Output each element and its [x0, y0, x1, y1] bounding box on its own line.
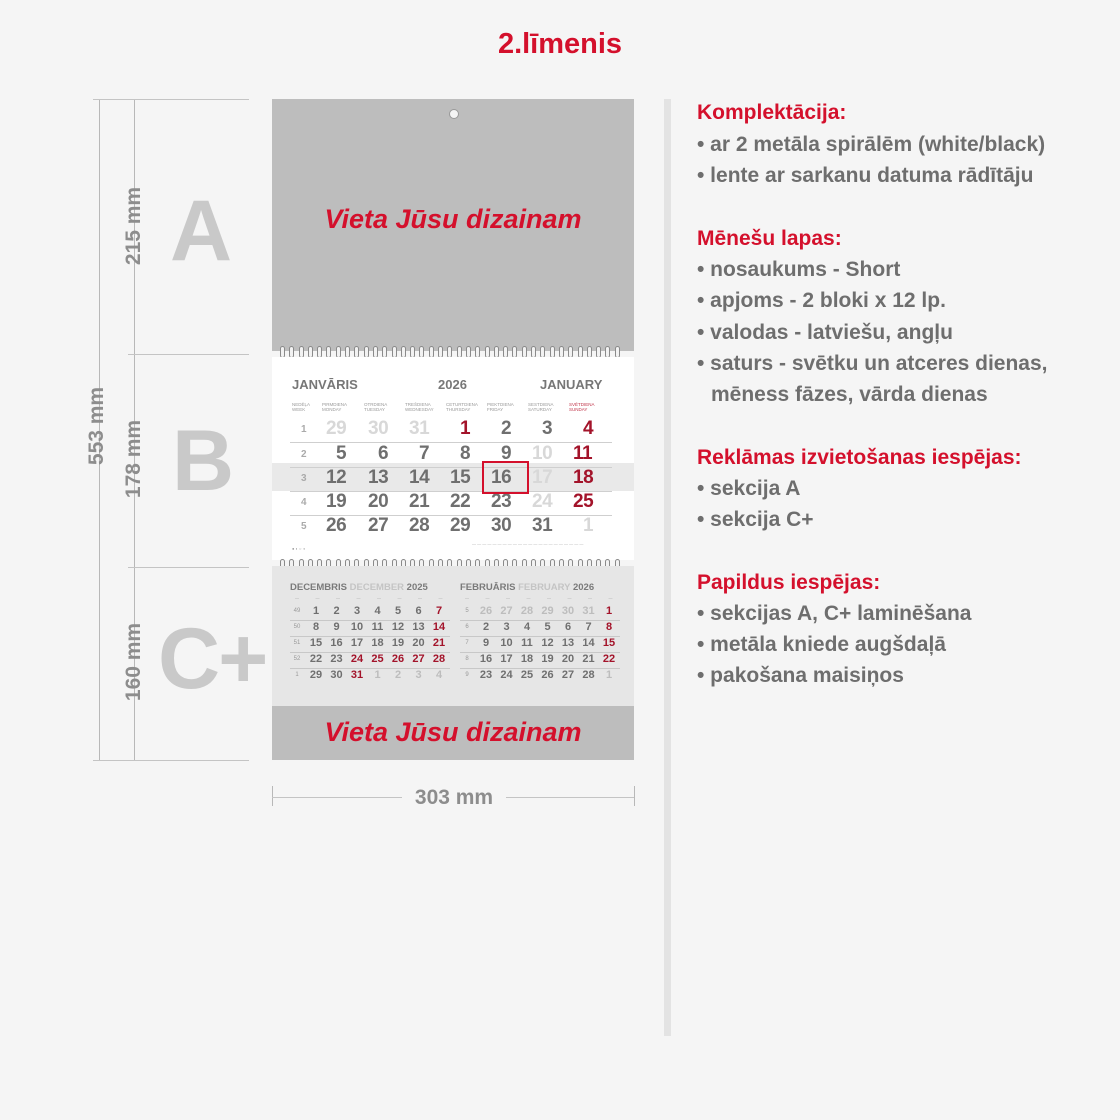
- small-calendar-day: 24: [350, 653, 364, 665]
- small-calendar-day: 30: [561, 605, 575, 617]
- day-header-en: WEEK: [292, 407, 306, 412]
- column-divider: [664, 99, 671, 1036]
- calendar-day: 23: [491, 491, 512, 512]
- small-calendar-day: 4: [435, 669, 443, 681]
- calendar-day: 14: [409, 467, 430, 488]
- small-week-number: 1: [295, 672, 299, 678]
- small-calendar-day: 12: [391, 621, 405, 633]
- design-placeholder-bottom: Vieta Jūsu dizainam: [324, 717, 582, 747]
- design-placeholder-top: Vieta Jūsu dizainam: [324, 204, 582, 234]
- calendar-day: 16: [491, 467, 512, 488]
- small-calendar-day: 20: [561, 653, 575, 665]
- small-calendar-day: 27: [500, 605, 513, 617]
- small-calendar-day: 13: [561, 637, 575, 649]
- week-number: 1: [301, 424, 307, 435]
- small-calendar-day: 4: [374, 605, 381, 617]
- section-c-label: C+: [158, 611, 267, 707]
- day-header-en: WEDNESDAY: [405, 407, 434, 412]
- small-calendar-day: 6: [564, 621, 572, 633]
- day-header: [405, 402, 445, 412]
- calendar-day: 5: [336, 443, 347, 464]
- small-day-header: —: [356, 595, 361, 600]
- day-header: [446, 402, 486, 412]
- small-month-2-header: [460, 582, 594, 593]
- day-header-lv: SESTDIENA: [528, 402, 554, 407]
- calendar-day: 26: [326, 515, 347, 536]
- small-calendar-day: 23: [330, 653, 343, 665]
- small-calendar-day: 21: [432, 637, 446, 649]
- small-month-1-year: 2025: [406, 582, 428, 593]
- menesu-lapas-item: • nosaukums - Short: [697, 258, 901, 281]
- calendar-day: 29: [326, 418, 347, 439]
- small-calendar-day: 11: [521, 637, 533, 649]
- day-header-en: THURSDAY: [446, 407, 471, 412]
- hanging-hole: [449, 109, 459, 119]
- day-header-lv: NEDĒĻA: [292, 402, 311, 407]
- year-label: 2026: [438, 377, 467, 392]
- dimension-width: 303 mm: [414, 786, 494, 809]
- small-calendar-day: 6: [415, 605, 422, 617]
- small-calendar-day: 10: [350, 621, 364, 633]
- small-calendar-day: 29: [541, 605, 554, 617]
- small-month-1-header: [290, 582, 428, 593]
- calendar-day: 19: [326, 491, 347, 512]
- small-week-number: 49: [293, 608, 301, 614]
- small-calendar-day: 27: [412, 653, 425, 665]
- day-header: [364, 402, 404, 412]
- calendar-day: 8: [460, 443, 471, 464]
- month-name-lv: JANVĀRIS: [292, 377, 358, 392]
- week-number: 2: [301, 449, 307, 460]
- holiday-notes: — — — — — — — — — — — — — — — — — — — — — —: [472, 541, 584, 546]
- day-header: [528, 402, 568, 412]
- day-header-lv: CETURTDIENA: [446, 402, 478, 407]
- small-calendar-day: 1: [374, 669, 381, 681]
- calendar-day: 2: [501, 418, 512, 439]
- small-month-1-en: DECEMBER: [349, 582, 405, 593]
- calendar-day: 27: [368, 515, 389, 536]
- calendar-day: 28: [409, 515, 430, 536]
- small-calendar-day: 16: [479, 653, 493, 665]
- small-calendar-day: 2: [333, 605, 340, 617]
- week-number: 5: [301, 521, 307, 532]
- dimension-c: 160 mm: [122, 622, 145, 702]
- small-calendar-day: 1: [605, 669, 613, 681]
- small-calendar-day: 17: [350, 637, 364, 649]
- day-header: [569, 402, 609, 412]
- calendar-day: 12: [326, 467, 347, 488]
- reklamas-item: • sekcija A: [697, 477, 801, 500]
- day-header-lv: PIEKTDIENA: [487, 402, 514, 407]
- menesu-lapas-item: • saturs - svētku un atceres dienas,: [697, 352, 1048, 375]
- small-calendar-day: 7: [585, 621, 592, 633]
- small-day-header: —: [377, 595, 381, 600]
- small-calendar-day: 17: [500, 653, 513, 665]
- small-calendar-day: 25: [371, 653, 384, 665]
- red-date-indicator[interactable]: [482, 461, 529, 494]
- small-calendar-day: 31: [350, 669, 364, 681]
- small-day-header: —: [588, 595, 592, 600]
- month-name-en: JANUARY: [540, 377, 603, 392]
- day-header-en: TUESDAY: [364, 407, 385, 412]
- reklamas-title: Reklāmas izvietošanas iespējas:: [697, 446, 1022, 469]
- small-week-number: 52: [293, 656, 301, 662]
- calendar-day: 3: [542, 418, 553, 439]
- small-calendar-day: 9: [482, 637, 490, 649]
- small-calendar-day: 9: [333, 621, 340, 633]
- menesu-lapas-item: • valodas - latviešu, angļu: [697, 321, 953, 344]
- small-calendar-day: 19: [391, 637, 405, 649]
- day-header-en: FRIDAY: [487, 407, 504, 412]
- small-calendar-day: 4: [523, 621, 531, 633]
- small-day-header: —: [526, 595, 531, 600]
- calendar-day: 25: [573, 491, 594, 512]
- day-header-en: SUNDAY: [569, 407, 588, 412]
- dimension-b: 178 mm: [122, 419, 145, 499]
- papildus-title: Papildus iespējas:: [697, 571, 881, 594]
- papildus-item: • pakošana maisiņos: [697, 664, 904, 687]
- calendar-day: 24: [532, 491, 553, 512]
- small-week-number: 50: [293, 624, 301, 630]
- small-day-header: —: [608, 595, 613, 600]
- calendar-day: 31: [409, 418, 430, 439]
- calendar-day: 29: [450, 515, 471, 536]
- small-calendar-day: 16: [330, 637, 343, 649]
- day-header: [322, 402, 362, 412]
- day-header: [487, 402, 527, 412]
- week-number: 3: [301, 473, 307, 484]
- small-week-number: 7: [465, 640, 469, 646]
- small-calendar-day: 12: [541, 637, 554, 649]
- calendar-day: 31: [532, 515, 553, 536]
- small-week-number: 8: [465, 656, 469, 662]
- small-calendar-day: 15: [602, 637, 616, 649]
- small-calendar-day: 26: [391, 653, 405, 665]
- menesu-lapas-item: • apjoms - 2 bloki x 12 lp.: [697, 289, 946, 312]
- papildus-item: • sekcijas A, C+ laminēšana: [697, 602, 972, 625]
- calendar-day: 6: [378, 443, 389, 464]
- menesu-lapas-title: Mēnešu lapas:: [697, 227, 842, 250]
- small-calendar-day: 19: [541, 653, 554, 665]
- small-calendar-day: 18: [520, 653, 534, 665]
- small-calendar-day: 8: [605, 621, 613, 633]
- dimension-a: 215 mm: [122, 186, 145, 266]
- small-calendar-day: 5: [394, 605, 402, 617]
- small-calendar-day: 11: [371, 621, 384, 633]
- calendar-day: 15: [450, 467, 471, 488]
- small-calendar-day: 14: [582, 637, 595, 649]
- calendar-day: 18: [573, 467, 594, 488]
- day-header-lv: OTRDIENA: [364, 402, 388, 407]
- calendar-day: 20: [368, 491, 389, 512]
- day-header-en: MONDAY: [322, 407, 342, 412]
- week-number: 4: [301, 497, 307, 508]
- small-calendar-day: 2: [394, 669, 402, 681]
- calendar-day: 30: [491, 515, 512, 536]
- small-week-number: 51: [293, 640, 301, 646]
- small-calendar-day: 24: [500, 669, 513, 681]
- calendar-day: 7: [419, 443, 430, 464]
- reklamas-item: • sekcija C+: [697, 508, 814, 531]
- small-day-header: —: [315, 595, 320, 600]
- day-header-lv: TREŠDIENA: [405, 402, 431, 407]
- small-calendar-day: 25: [520, 669, 534, 681]
- small-calendar-day: 28: [432, 653, 446, 665]
- section-a-label: A: [170, 183, 231, 279]
- small-calendar-day: 18: [371, 637, 384, 649]
- small-calendar-day: 28: [582, 669, 595, 681]
- small-calendar-day: 10: [500, 637, 513, 649]
- day-header-lv: SVĒTDIENA: [569, 402, 595, 407]
- small-month-2-lv: FEBRUĀRIS: [460, 582, 516, 593]
- small-calendar-day: 22: [309, 653, 323, 665]
- small-week-number: 6: [465, 624, 469, 630]
- small-calendar-day: 26: [541, 669, 554, 681]
- small-day-header: —: [465, 595, 469, 600]
- small-calendar-day: 29: [309, 669, 323, 681]
- small-calendar-day: 3: [353, 605, 361, 617]
- small-day-header: —: [295, 595, 299, 600]
- small-calendar-day: 15: [309, 637, 323, 649]
- small-month-1-lv: DECEMBRIS: [290, 582, 348, 593]
- menesu-lapas-item: mēness fāzes, vārda dienas: [711, 383, 988, 406]
- dimension-total: 553 mm: [85, 386, 108, 466]
- small-calendar-day: 3: [503, 621, 510, 633]
- moon-phases-legend: ● ◐ ○ ◑: [292, 546, 305, 551]
- small-day-header: —: [567, 595, 572, 600]
- small-day-header: —: [418, 595, 422, 600]
- calendar-day: 21: [409, 491, 430, 512]
- small-calendar-day: 23: [479, 669, 493, 681]
- small-month-2-en: FEBRUARY: [518, 582, 571, 593]
- small-week-number: 9: [465, 672, 469, 678]
- day-header-lv: PIRMDIENA: [322, 402, 348, 407]
- small-calendar-day: 26: [479, 605, 493, 617]
- small-calendar-day: 2: [482, 621, 490, 633]
- komplektacija-title: Komplektācija:: [697, 101, 847, 124]
- komplektacija-item: • lente ar sarkanu datuma rādītāju: [697, 164, 1034, 187]
- small-day-header: —: [397, 595, 402, 600]
- small-calendar-day: 1: [605, 605, 613, 617]
- calendar-day: 11: [573, 443, 593, 464]
- calendar-day: 30: [368, 418, 389, 439]
- calendar-day: 1: [460, 418, 471, 439]
- small-calendar-day: 27: [561, 669, 575, 681]
- small-calendar-day: 8: [312, 621, 320, 633]
- small-calendar-day: 28: [520, 605, 534, 617]
- small-calendar-day: 3: [415, 669, 422, 681]
- small-day-header: —: [485, 595, 490, 600]
- small-calendar-day: 30: [330, 669, 343, 681]
- small-calendar-day: 20: [412, 637, 425, 649]
- small-day-header: —: [547, 595, 551, 600]
- small-calendar-day: 13: [412, 621, 425, 633]
- small-day-header: —: [438, 595, 443, 600]
- komplektacija-item: • ar 2 metāla spirālēm (white/black): [697, 133, 1046, 156]
- page-title: 2.līmenis: [497, 28, 623, 60]
- calendar-day: 1: [583, 515, 594, 536]
- small-calendar-day: 22: [602, 653, 616, 665]
- calendar-day: 9: [501, 443, 512, 464]
- small-calendar-day: 21: [582, 653, 595, 665]
- calendar-day: 13: [368, 467, 389, 488]
- small-day-header: —: [336, 595, 340, 600]
- section-b-label: B: [172, 413, 233, 509]
- calendar-day: 17: [532, 467, 553, 488]
- small-calendar-day: 31: [582, 605, 595, 617]
- small-calendar-day: 14: [432, 621, 446, 633]
- calendar-day: 10: [532, 443, 553, 464]
- small-calendar-day: 5: [544, 621, 551, 633]
- small-day-header: —: [506, 595, 510, 600]
- calendar-day: 22: [450, 491, 471, 512]
- calendar-day: 4: [583, 418, 594, 439]
- small-month-2-year: 2026: [572, 582, 595, 593]
- small-week-number: 5: [465, 608, 469, 614]
- day-header-en: SATURDAY: [528, 407, 552, 412]
- small-calendar-day: 7: [435, 605, 443, 617]
- small-calendar-day: 1: [312, 605, 320, 617]
- papildus-item: • metāla kniede augšdaļā: [697, 633, 946, 656]
